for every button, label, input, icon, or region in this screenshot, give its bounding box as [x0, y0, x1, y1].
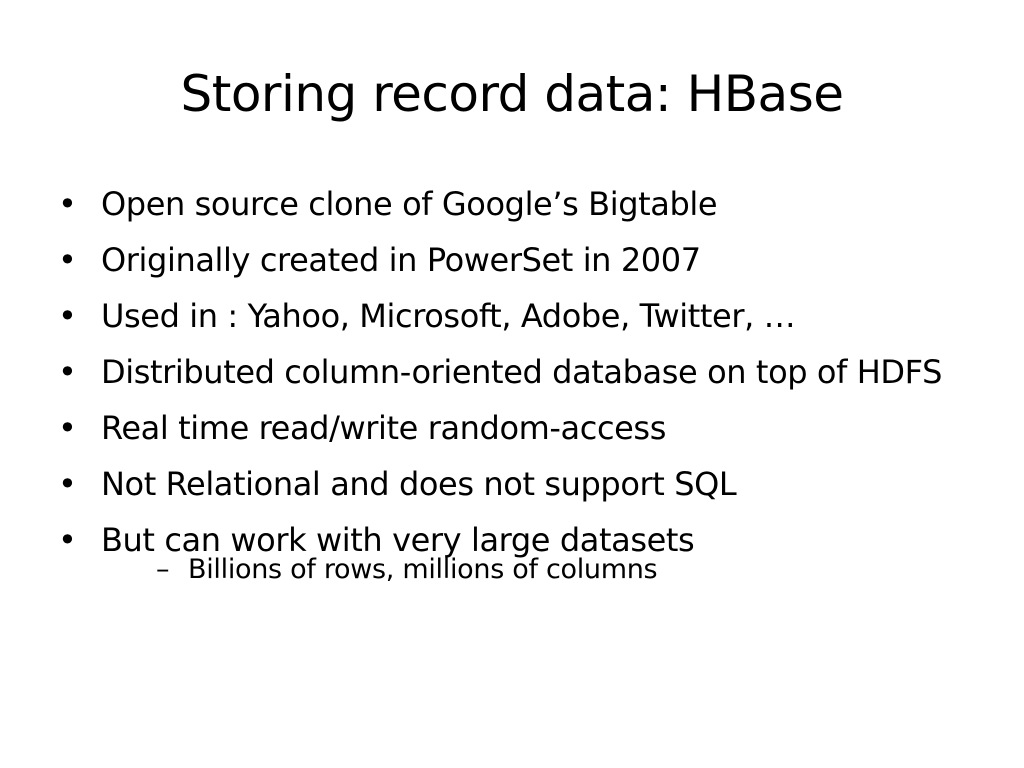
bullet-marker: •	[58, 353, 77, 391]
bullet-text: Real time read/write random-access	[101, 409, 666, 447]
bullet-item	[58, 351, 958, 393]
sub-bullet-text: Billions of rows, millions of columns	[188, 554, 658, 585]
bullet-text: Used in : Yahoo, Microsoft, Adobe, Twitter, …	[101, 297, 796, 335]
bullet-text: Open source clone of Google’s Bigtable	[101, 185, 718, 223]
bullet-item	[58, 239, 958, 281]
bullet-marker: •	[58, 297, 77, 335]
bullet-marker: •	[58, 465, 77, 503]
bullet-marker: •	[58, 185, 77, 223]
bullet-item	[58, 463, 958, 505]
slide-title: Storing record data: HBase	[180, 65, 844, 123]
bullet-text: Originally created in PowerSet in 2007	[101, 241, 701, 279]
bullet-marker: •	[58, 521, 77, 559]
sub-bullet-list	[101, 553, 958, 587]
bullet-list	[58, 183, 958, 601]
bullet-text: Distributed column-oriented database on top of HDFS	[101, 353, 943, 391]
bullet-text: Not Relational and does not support SQL	[101, 465, 737, 503]
bullet-item	[58, 519, 958, 587]
sub-bullet-item	[101, 553, 958, 587]
bullet-text: But can work with very large datasets	[101, 521, 695, 559]
bullet-item	[58, 183, 958, 225]
sub-bullet-marker: –	[156, 554, 170, 585]
bullet-item	[58, 295, 958, 337]
bullet-item	[58, 407, 958, 449]
bullet-marker: •	[58, 241, 77, 279]
bullet-marker: •	[58, 409, 77, 447]
